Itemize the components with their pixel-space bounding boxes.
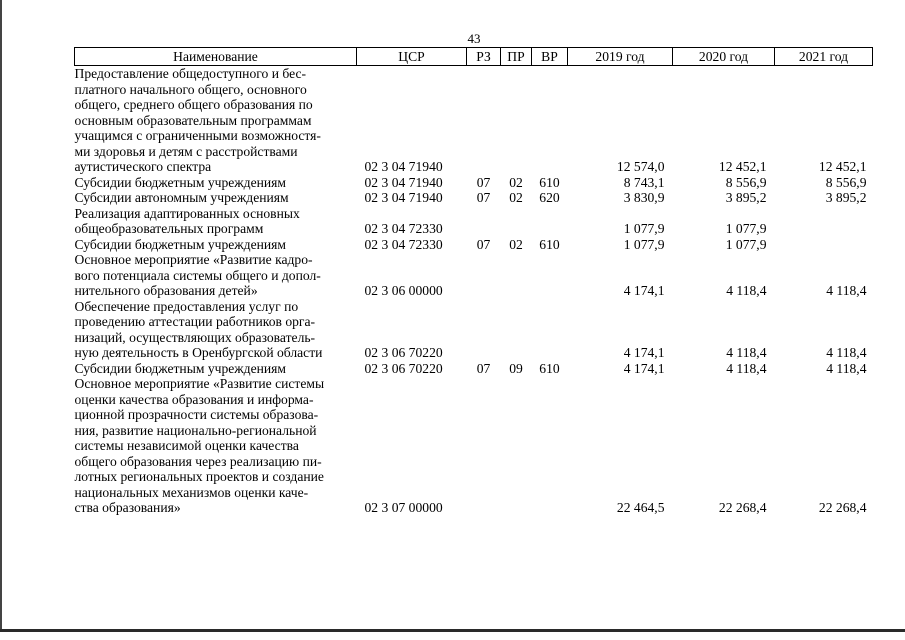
row-pr: 02: [509, 174, 523, 190]
row-2019: 4 174,1: [623, 283, 665, 298]
header-2019: 2019 год: [568, 48, 673, 66]
row-2020: 8 556,9: [725, 174, 767, 190]
row-2019: 4 174,1: [623, 345, 665, 360]
row-2021: 4 118,4: [826, 283, 867, 298]
row-2020: 12 452,1: [718, 159, 767, 174]
row-rz: 07: [476, 236, 491, 252]
row-vr: 620: [539, 190, 560, 205]
header-2021: 2021 год: [775, 48, 873, 66]
row-2019: 4 174,1: [623, 360, 665, 376]
table-row: [75, 237, 873, 253]
row-vr: [532, 206, 568, 237]
table-row: [75, 299, 873, 361]
row-2021: 8 556,9: [825, 174, 867, 190]
row-pr: 02: [509, 190, 523, 205]
row-csr: 02 3 07 00000: [364, 500, 443, 515]
row-2019: 22 464,5: [616, 500, 665, 515]
row-2021: 4 118,4: [826, 345, 867, 360]
row-name: Обеспечение предоставления услуг по проведению аттестации работников орга- низаций, осуществляющих образователь- ную деятельность в Оренбургской области: [74, 298, 323, 360]
table-row: [75, 66, 873, 175]
row-2021: 12 452,1: [818, 159, 867, 174]
row-2020: 1 077,9: [725, 236, 767, 252]
table-row: [75, 175, 873, 191]
row-name: Субсидии автономным учреждениям: [74, 190, 289, 205]
header-vr: ВР: [532, 48, 568, 66]
row-2019: 8 743,1: [623, 174, 665, 190]
row-2020: 3 895,2: [725, 190, 767, 205]
row-csr: 02 3 06 70220: [364, 360, 443, 376]
row-2019: 1 077,9: [623, 236, 665, 252]
row-pr: 02: [509, 236, 523, 252]
row-pr: [501, 66, 532, 175]
row-vr: [532, 252, 568, 299]
row-name: Субсидии бюджетным учреждениям: [74, 174, 287, 190]
row-2019: 1 077,9: [623, 221, 665, 236]
row-rz: 07: [476, 174, 491, 190]
table-row: [75, 376, 873, 516]
row-vr: [532, 299, 568, 361]
row-vr: 610: [539, 360, 560, 376]
row-csr: 02 3 06 70220: [364, 345, 443, 360]
row-pr: [501, 252, 532, 299]
row-2021: 4 118,4: [826, 360, 867, 376]
row-vr: 610: [539, 174, 560, 190]
row-2021: [775, 206, 873, 237]
table-row: [75, 206, 873, 237]
row-rz: [467, 252, 501, 299]
row-csr: 02 3 04 72330: [364, 236, 443, 252]
row-pr: 09: [509, 360, 523, 376]
row-name: Субсидии бюджетным учреждениям: [74, 236, 287, 252]
row-rz: [467, 206, 501, 237]
table-row: [75, 361, 873, 377]
row-pr: [501, 206, 532, 237]
row-name: Субсидии бюджетным учреждениям: [74, 360, 287, 376]
row-name: Основное мероприятие «Развитие системы оценки качества образования и информа- ционной прозрачности системы образова- ния, развитие национально-региональной системы независимой оценки качества общего образования через реализацию пи- лотных региональных проектов и создание национальных механизмов оценки каче- ства образования»: [74, 376, 325, 515]
table-header-row: [75, 48, 873, 66]
row-csr: 02 3 06 00000: [364, 283, 443, 298]
row-2020: 1 077,9: [725, 221, 767, 236]
header-csr: ЦСР: [357, 48, 467, 66]
row-2020: 4 118,4: [726, 345, 767, 360]
scan-edge-left: [0, 0, 2, 632]
row-2020: 4 118,4: [726, 360, 767, 376]
row-2019: 3 830,9: [623, 190, 665, 205]
row-2020: 22 268,4: [718, 500, 767, 515]
row-2020: 4 118,4: [726, 283, 767, 298]
row-2021: 22 268,4: [818, 500, 867, 515]
row-csr: 02 3 04 71940: [364, 190, 443, 205]
row-rz: 07: [476, 360, 491, 376]
row-csr: 02 3 04 71940: [364, 159, 443, 174]
row-2021: [775, 237, 873, 253]
row-2021: 3 895,2: [825, 190, 867, 205]
row-name: Основное мероприятие «Развитие кадро- вого потенциала системы общего и допол- нительного образования детей»: [74, 252, 321, 298]
row-vr: [532, 376, 568, 516]
scan-edge-bottom: [0, 629, 905, 632]
page-number: 43: [467, 31, 481, 46]
table-row: [75, 190, 873, 206]
row-csr: 02 3 04 71940: [364, 174, 443, 190]
row-rz: [467, 376, 501, 516]
row-pr: [501, 376, 532, 516]
header-name: Наименование: [75, 48, 357, 66]
row-name: Предоставление общедоступного и бес- платного начального общего, основного общего, среднего общего образования по основным образовательным программам учащимся с ограниченными возможностя- ми здоровья и детям с расстройствами аутистического спектра: [74, 66, 321, 174]
row-pr: [501, 299, 532, 361]
table-row: [75, 252, 873, 299]
header-pr: ПР: [501, 48, 532, 66]
row-rz: [467, 66, 501, 175]
budget-table: [74, 47, 873, 516]
row-name: Реализация адаптированных основных общеобразовательных программ: [74, 205, 300, 236]
header-rz: РЗ: [467, 48, 501, 66]
header-2020: 2020 год: [673, 48, 775, 66]
row-rz: [467, 299, 501, 361]
row-rz: 07: [476, 190, 491, 205]
row-2019: 12 574,0: [616, 159, 665, 174]
row-vr: 610: [539, 236, 560, 252]
row-vr: [532, 66, 568, 175]
row-csr: 02 3 04 72330: [364, 221, 443, 236]
